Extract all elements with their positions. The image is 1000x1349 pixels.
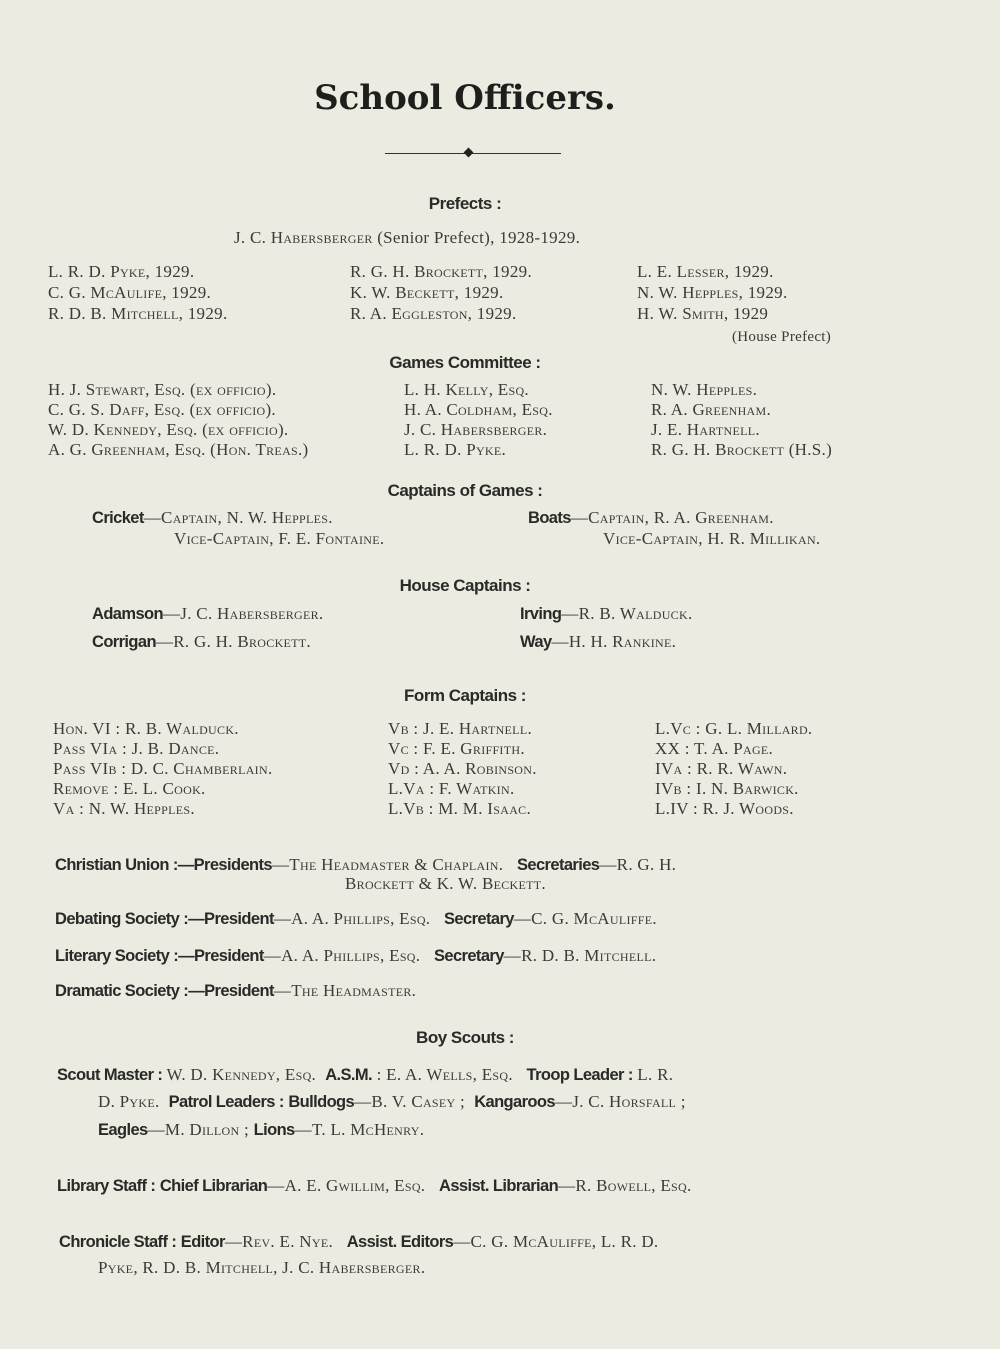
form-label: Pass VIa : [53, 739, 127, 758]
president: —The Headmaster. [273, 981, 417, 1000]
form-captain [53, 719, 239, 739]
committee-member: A. G. Greenham, Esq. (Hon. Treas.) [48, 440, 309, 459]
patrol-name: Eagles [98, 1121, 148, 1139]
senior-prefect-note: (Senior Prefect), 1928-1929. [377, 228, 581, 247]
captain-name: —R. B. Walduck. [561, 604, 693, 623]
committee-member: H. A. Coldham, Esq. [404, 400, 553, 419]
senior-prefect [234, 228, 580, 248]
house-name: Corrigan [92, 633, 156, 651]
prefect: L. E. Lesser, 1929. [637, 262, 774, 281]
form-label: XX : [655, 739, 690, 758]
captain-name: E. L. Cook. [122, 779, 206, 798]
literary-society [55, 946, 656, 966]
captain-name: T. A. Page. [693, 739, 774, 758]
form-captain [53, 799, 195, 819]
form-captain [655, 719, 813, 739]
prefect: R. D. B. Mitchell, 1929. [48, 304, 228, 323]
house-captain [92, 604, 323, 624]
cricket-vice-captain: Vice-Captain, F. E. Fontaine. [174, 529, 385, 548]
captain-name: I. N. Barwick. [695, 779, 799, 798]
form-captain [388, 799, 531, 819]
committee-member: C. G. S. Daff, Esq. (ex officio). [48, 400, 276, 419]
committee-member: L. R. D. Pyke. [404, 440, 507, 459]
christian-union-secretaries-cont: Brockett & K. W. Beckett. [345, 874, 546, 893]
presidents: —The Headmaster & Chaplain. [272, 855, 504, 874]
chronicle-staff [59, 1232, 658, 1252]
form-captain [388, 779, 515, 799]
secretaries: —R. G. H. [599, 855, 677, 874]
assist-librarian-label: Assist. Librarian [439, 1177, 559, 1195]
secretary-label: Secretary [444, 910, 514, 928]
form-captain [53, 779, 206, 799]
committee-member: H. J. Stewart, Esq. (ex officio). [48, 380, 277, 399]
form-label: IVa : [655, 759, 693, 778]
boats-vice-captain: Vice-Captain, H. R. Millikan. [603, 529, 821, 548]
captain-name: —H. H. Rankine. [551, 632, 677, 651]
house-name: Irving [520, 605, 562, 623]
editor: —Rev. E. Nye. [224, 1232, 334, 1251]
cricket-label: Cricket [92, 509, 144, 527]
committee-member: J. E. Hartnell. [651, 420, 760, 439]
boy-scouts-heading: Boy Scouts : [416, 1028, 514, 1047]
prefect: K. W. Beckett, 1929. [350, 283, 504, 302]
secretary: —R. D. B. Mitchell. [503, 946, 657, 965]
patrol-leaders-label: Patrol Leaders : [168, 1093, 284, 1111]
prefect: H. W. Smith, 1929 [637, 304, 769, 323]
dramatic-society [55, 981, 416, 1001]
captain-name: N. W. Hepples. [88, 799, 195, 818]
troop-leader-label: Troop Leader : [526, 1066, 633, 1084]
captain-name: F. Watkin. [438, 779, 515, 798]
assist-librarian: —R. Bowell, Esq. [558, 1176, 692, 1195]
house-captain [92, 632, 311, 652]
president-label: —President [188, 910, 274, 928]
asm-label: A.S.M. [325, 1066, 373, 1084]
form-captain [655, 799, 794, 819]
captain-name: A. A. Robinson. [422, 759, 537, 778]
form-label: Remove : [53, 779, 119, 798]
asm: : E. A. Wells, Esq. [376, 1065, 513, 1084]
troop-leader-cont: D. Pyke. [98, 1092, 160, 1111]
captain-name: —J. C. Habersberger. [162, 604, 324, 623]
society-label: Dramatic Society : [55, 982, 189, 1000]
form-label: Vb : [388, 719, 419, 738]
diamond-ornament-icon [464, 148, 474, 158]
committee-member: J. C. Habersberger. [404, 420, 548, 439]
committee-member: L. H. Kelly, Esq. [404, 380, 529, 399]
house-captain [520, 632, 676, 652]
form-label: Va : [53, 799, 85, 818]
presidents-label: —Presidents [177, 856, 272, 874]
scout-master-label: Scout Master : [57, 1066, 163, 1084]
form-captain [655, 759, 787, 779]
form-label: L.Va : [388, 779, 435, 798]
patrol-leader: —J. C. Horsfall ; [554, 1092, 686, 1111]
scouts-line-3 [98, 1120, 424, 1140]
form-label: Pass VIb : [53, 759, 127, 778]
prefect: R. A. Eggleston, 1929. [350, 304, 517, 323]
house-name: Adamson [92, 605, 163, 623]
patrol-leader: —M. Dillon ; [147, 1120, 250, 1139]
debating-society [55, 909, 657, 929]
prefect: L. R. D. Pyke, 1929. [48, 262, 195, 281]
scouts-line-1 [57, 1065, 673, 1085]
form-label: Vc : [388, 739, 419, 758]
house-name: Way [520, 633, 552, 651]
form-captain [655, 779, 799, 799]
editor-label: Editor [180, 1233, 225, 1251]
scouts-line-2 [98, 1092, 686, 1112]
cricket-captain-name: —Captain, N. W. Hepples. [143, 508, 333, 527]
assist-editors-label: Assist. Editors [346, 1233, 454, 1251]
form-captain [53, 739, 219, 759]
house-prefect-note: (House Prefect) [732, 329, 832, 345]
captains-of-games-heading: Captains of Games : [387, 481, 543, 500]
form-captains-heading: Form Captains : [404, 686, 526, 705]
house-captain [520, 604, 693, 624]
form-label: L.Vc : [655, 719, 701, 738]
committee-member: W. D. Kennedy, Esq. (ex officio). [48, 420, 289, 439]
prefects-heading: Prefects : [428, 194, 502, 213]
chronicle-label: Chronicle Staff : [59, 1233, 177, 1251]
christian-union [55, 855, 676, 875]
society-label: Christian Union : [55, 856, 178, 874]
form-label: Vd : [388, 759, 420, 778]
committee-member: R. A. Greenham. [651, 400, 772, 419]
form-label: L.Vb : [388, 799, 434, 818]
captain-name: R. J. Woods. [702, 799, 794, 818]
secretary: —C. G. McAuliffe. [513, 909, 657, 928]
captain-name: J. E. Hartnell. [423, 719, 532, 738]
society-label: Debating Society : [55, 910, 189, 928]
president: —A. A. Phillips, Esq. [273, 909, 431, 928]
page-title: School Officers. [314, 78, 616, 118]
captain-name: G. L. Millard. [705, 719, 813, 738]
captain-name: J. B. Dance. [131, 739, 220, 758]
captain-name: M. M. Isaac. [438, 799, 532, 818]
secretary-label: Secretary [433, 947, 504, 965]
senior-prefect-name: J. C. Habersberger [234, 228, 373, 247]
boats-captain-name: —Captain, R. A. Greenham. [570, 508, 774, 527]
form-captain [655, 739, 773, 759]
patrol-leader: —T. L. McHenry. [294, 1120, 425, 1139]
scout-master: W. D. Kennedy, Esq. [166, 1065, 317, 1084]
committee-member: N. W. Hepples. [651, 380, 758, 399]
prefect: C. G. McAulife, 1929. [48, 283, 212, 302]
form-captain [388, 759, 537, 779]
president: —A. A. Phillips, Esq. [263, 946, 421, 965]
boats-label: Boats [528, 509, 571, 527]
cricket-captain [92, 508, 333, 528]
captain-name: —R. G. H. Brockett. [155, 632, 311, 651]
form-label: IVb : [655, 779, 692, 798]
president-label: —President [178, 947, 264, 965]
captain-name: D. C. Chamberlain. [130, 759, 273, 778]
prefect: N. W. Hepples, 1929. [637, 283, 788, 302]
troop-leader: L. R. [637, 1065, 674, 1084]
assist-editors: —C. G. McAuliffe, L. R. D. [453, 1232, 659, 1251]
form-captain [388, 739, 525, 759]
secretaries-label: Secretaries [516, 856, 600, 874]
patrol-name: Bulldogs [288, 1093, 355, 1111]
patrol-name: Kangaroos [474, 1093, 555, 1111]
library-label: Library Staff : [57, 1177, 156, 1195]
divider [385, 153, 561, 154]
house-captains-heading: House Captains : [399, 576, 531, 595]
chief-librarian: —A. E. Gwillim, Esq. [267, 1176, 426, 1195]
chief-librarian-label: Chief Librarian [159, 1177, 268, 1195]
form-label: Hon. VI : [53, 719, 121, 738]
patrol-name: Lions [253, 1121, 295, 1139]
committee-member: R. G. H. Brockett (H.S.) [651, 440, 833, 459]
captain-name: R. R. Wawn. [696, 759, 788, 778]
chronicle-assist-cont: Pyke, R. D. B. Mitchell, J. C. Habersberger. [98, 1258, 426, 1277]
form-captain [53, 759, 273, 779]
prefect: R. G. H. Brockett, 1929. [350, 262, 533, 281]
boats-captain [528, 508, 774, 528]
president-label: —President [188, 982, 274, 1000]
captain-name: R. B. Walduck. [124, 719, 239, 738]
library-staff [57, 1176, 692, 1196]
form-label: L.IV : [655, 799, 699, 818]
form-captain [388, 719, 532, 739]
games-committee-heading: Games Committee : [389, 353, 541, 372]
captain-name: F. E. Griffith. [423, 739, 525, 758]
society-label: Literary Society : [55, 947, 179, 965]
patrol-leader: —B. V. Casey ; [354, 1092, 466, 1111]
